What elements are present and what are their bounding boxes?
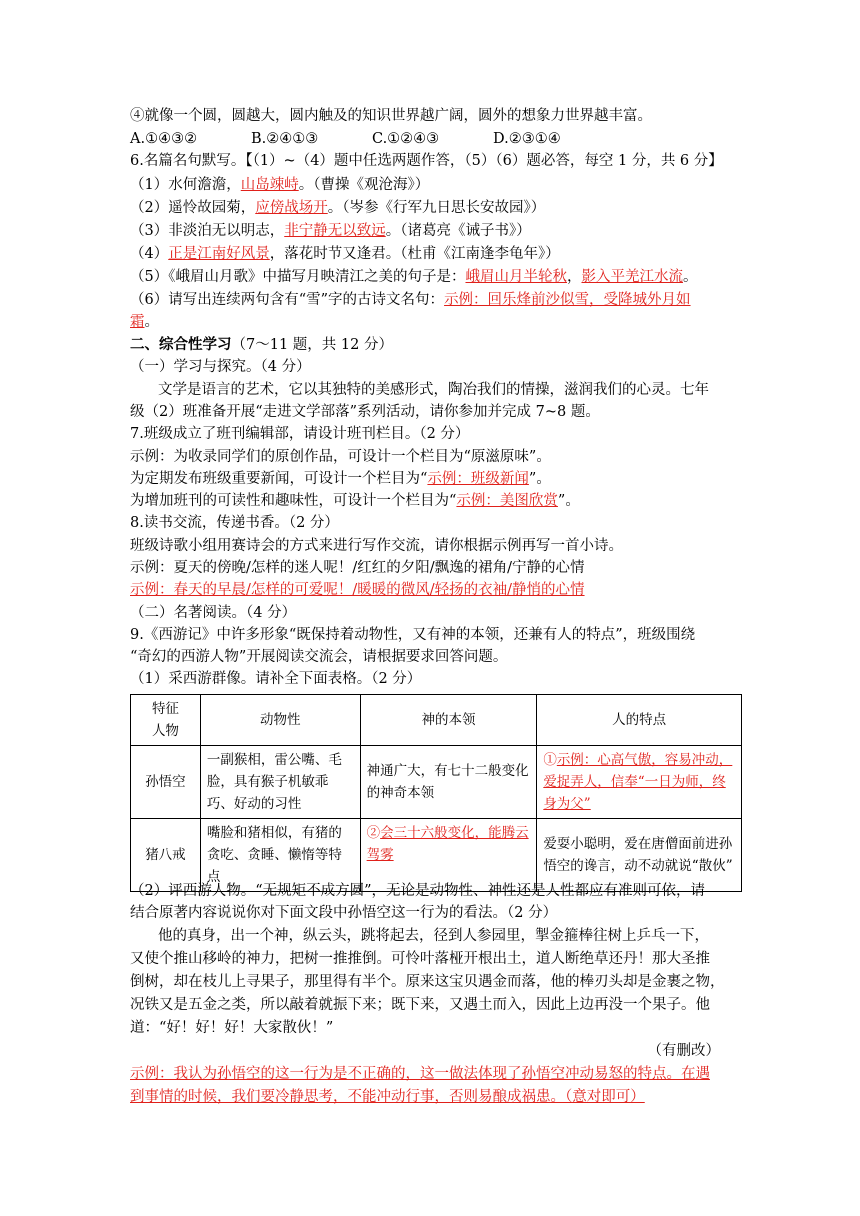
q6-s6-answer-b: 霜 — [130, 314, 145, 330]
option-b: B.②④①③ — [251, 131, 319, 147]
q6-s6-suffix: 。 — [144, 314, 159, 330]
row2-god-answer: 会三十六般变化，能腾云驾雾 — [366, 825, 529, 863]
option-c: C.①②④③ — [372, 131, 440, 147]
q6-s5-answer-1: 峨眉山月半轮秋 — [465, 269, 567, 285]
q7-answer-2: 示例：美图欣赏 — [456, 493, 558, 509]
q6-s2-answer: 应傍战场开 — [255, 200, 328, 216]
passage-line-2: 又使个推山移岭的神力，把树一推推倒。可怜叶落桠开根出土，道人断绝草还丹！那大圣推 — [130, 951, 710, 967]
q5-options — [130, 128, 740, 150]
table-row — [131, 746, 742, 819]
passage-line-1: 他的真身，出一个神，纵云头，跳将起去，径到人参园里，掣金箍棒往树上乒乓一下， — [158, 928, 709, 944]
option-d: D.②③①④ — [493, 131, 561, 147]
q6-sentence-3 — [130, 220, 740, 242]
header-corner-top: 特征 — [151, 701, 179, 717]
q7-stem: 7.班级成立了班刊编辑部，请设计班刊栏目。（2 分） — [130, 426, 470, 442]
q6-s4-prefix: （4） — [130, 246, 169, 262]
q6-sentence-6-cont — [130, 311, 740, 333]
q6-sentence-5 — [130, 266, 740, 288]
row1-human-number: ① — [543, 752, 557, 768]
row1-human — [537, 746, 742, 819]
passage-note: （有删改） — [647, 1043, 720, 1059]
section2-note: （7～11 题，共 12 分） — [231, 337, 393, 353]
q6-sentence-2 — [130, 197, 740, 219]
q6-stem: 6.名篇名句默写。【（1）~（4）题中任选两题作答，（5）（6）题必答，每空 1 分，共 6 分】 — [130, 153, 723, 169]
row2-god-number: ② — [366, 825, 381, 841]
row1-human-answer: 示例：心高气傲，容易冲动，爱捉弄人，信奉“一日为师，终身为父” — [543, 752, 733, 812]
q9-answer-line-1 — [130, 1063, 740, 1085]
q7-answer-1: 示例：班级新闻 — [427, 471, 529, 487]
q6-sentence-6 — [130, 289, 740, 311]
q6-s6-prefix: （6）请写出连续两句含有“雪”字的古诗文名句： — [130, 292, 445, 308]
q6-s6-answer-a: 示例：回乐烽前沙似雪，受降城外月如 — [444, 292, 691, 308]
header-god: 神的本领 — [360, 695, 537, 746]
passage-line-4: 况铁又是五金之类，所以敲着就振下来；既下来，又遇土而入，因此上边再没一个果子。他 — [130, 997, 710, 1013]
intro-line-2: 级（2）班准备开展“走进文学部落”系列活动，请你参加并完成 7~8 题。 — [130, 404, 600, 420]
q6-s3-answer: 非宁静无以致远 — [284, 223, 386, 239]
q6-sentence-4 — [130, 243, 740, 265]
q9-answer-1: 示例：我认为孙悟空的这一行为是不正确的，这一做法体现了孙悟空冲动易怒的特点。在遇 — [130, 1066, 710, 1082]
table-header-row — [131, 695, 742, 746]
q6-s4-suffix: ，落花时节又逢君。（杜甫《江南逢李龟年》） — [269, 246, 560, 262]
row1-name: 孙悟空 — [131, 746, 201, 819]
q5-item4: ④就像一个圆，圆越大，圆内触及的知识世界越广阔，圆外的想象力世界越丰富。 — [130, 108, 652, 124]
q7-l2-suffix: ”。 — [528, 471, 551, 487]
q9-stem-2: “奇幻的西游人物”开展阅读交流会，请根据要求回答问题。 — [130, 649, 508, 665]
q6-s3-suffix: 。（诸葛亮《诫子书》） — [385, 223, 531, 239]
q6-s5-separator: ， — [566, 269, 582, 285]
q9-stem-1: 9.《西游记》中许多形象“既保持着动物性，又有神的本领，还兼有人的特点”，班级围绕 — [130, 627, 696, 643]
q6-s2-suffix: 。（岑参《行军九日思长安故园》） — [327, 200, 546, 216]
q7-example: 示例：为收录同学们的原创作品，可设计一个栏目为“原滋原味”。 — [130, 449, 551, 465]
q7-l3-suffix: ”。 — [557, 493, 580, 509]
q6-s1-prefix: （1）水何澹澹， — [130, 177, 241, 193]
part1-heading: （一）学习与探究。（4 分） — [130, 359, 311, 375]
q9-sub1: （1）采西游群像。请补全下面表格。（2 分） — [130, 671, 422, 687]
row1-god: 神通广大，有七十二般变化的神奇本领 — [360, 746, 537, 819]
character-table — [130, 694, 742, 892]
option-a: A.①④③② — [130, 131, 198, 147]
q9-sub2-line-2: 结合原著内容说说你对下面文段中孙悟空这一行为的看法。（2 分） — [130, 905, 558, 921]
q8-example: 示例：夏天的傍晚/怎样的迷人呢！/红红的夕阳/飘逸的裙角/宁静的心情 — [130, 560, 585, 576]
q9-answer-line-2 — [130, 1086, 740, 1108]
q7-l2-prefix: 为定期发布班级重要新闻，可设计一个栏目为“ — [130, 471, 428, 487]
q6-s1-answer: 山岛竦峙 — [240, 177, 299, 193]
q7-line-2 — [130, 468, 740, 490]
q6-sentence-1 — [130, 174, 740, 196]
q8-stem: 8.读书交流，传递书香。（2 分） — [130, 515, 339, 531]
header-corner — [131, 695, 201, 746]
row2-name: 猪八戒 — [131, 819, 201, 892]
q8-answer: 示例：春天的早晨/怎样的可爱呢！/暖暖的微风/轻扬的衣袖/静悄的心情 — [130, 582, 585, 598]
q6-s1-suffix: 。（曹操《观沧海》） — [298, 177, 430, 193]
section2-title — [130, 334, 740, 356]
q6-s5-suffix: 。 — [682, 269, 698, 285]
passage-line-5: 道：“好！好！好！大家散伙！” — [130, 1020, 334, 1036]
q9-sub2-line-1: （2）评西游人物。“无规矩不成方圆”，无论是动物性、神性还是人性都应有准则可依，请 — [130, 883, 706, 899]
header-corner-bottom: 人物 — [151, 723, 179, 739]
passage-line-3: 倒树，却在枝儿上寻果子，那里得有半个。原来这宝贝遇金而落，他的棒刃头却是金裹之物， — [130, 974, 725, 990]
q6-s5-prefix: （5）《峨眉山月歌》中描写月映清江之美的句子是： — [130, 269, 466, 285]
q6-s3-prefix: （3）非淡泊无以明志， — [130, 223, 285, 239]
row2-animal: 嘴脸和猪相似，有猪的贪吃、贪睡、懒惰等特点 — [200, 819, 360, 892]
q7-l3-prefix: 为增加班刊的可读性和趣味性，可设计一个栏目为“ — [130, 493, 457, 509]
q8-desc: 班级诗歌小组用赛诗会的方式来进行写作交流，请你根据示例再写一首小诗。 — [130, 538, 623, 554]
q7-line-3 — [130, 490, 740, 512]
q6-s2-prefix: （2）遥怜故园菊， — [130, 200, 256, 216]
row2-human: 爱耍小聪明，爱在唐僧面前进孙悟空的谗言，动不动就说“散伙” — [537, 819, 742, 892]
q6-s4-answer: 正是江南好风景 — [168, 246, 270, 262]
row1-animal: 一副猴相，雷公嘴、毛脸，具有猴子机敏乖巧、好动的习性 — [200, 746, 360, 819]
part2-heading: （二）名著阅读。（4 分） — [130, 605, 297, 621]
header-human: 人的特点 — [537, 695, 742, 746]
q9-answer-2: 到事情的时候，我们要冷静思考，不能冲动行事，否则易酿成祸患。（意对即可） — [130, 1089, 645, 1105]
section2-heading: 二、综合性学习 — [130, 336, 232, 353]
q6-s5-answer-2: 影入平羌江水流 — [581, 269, 683, 285]
intro-line-1: 文学是语言的艺术，它以其独特的美感形式，陶冶我们的情操，滋润我们的心灵。七年 — [158, 382, 709, 398]
q8-answer-line — [130, 579, 740, 601]
header-animal: 动物性 — [200, 695, 360, 746]
